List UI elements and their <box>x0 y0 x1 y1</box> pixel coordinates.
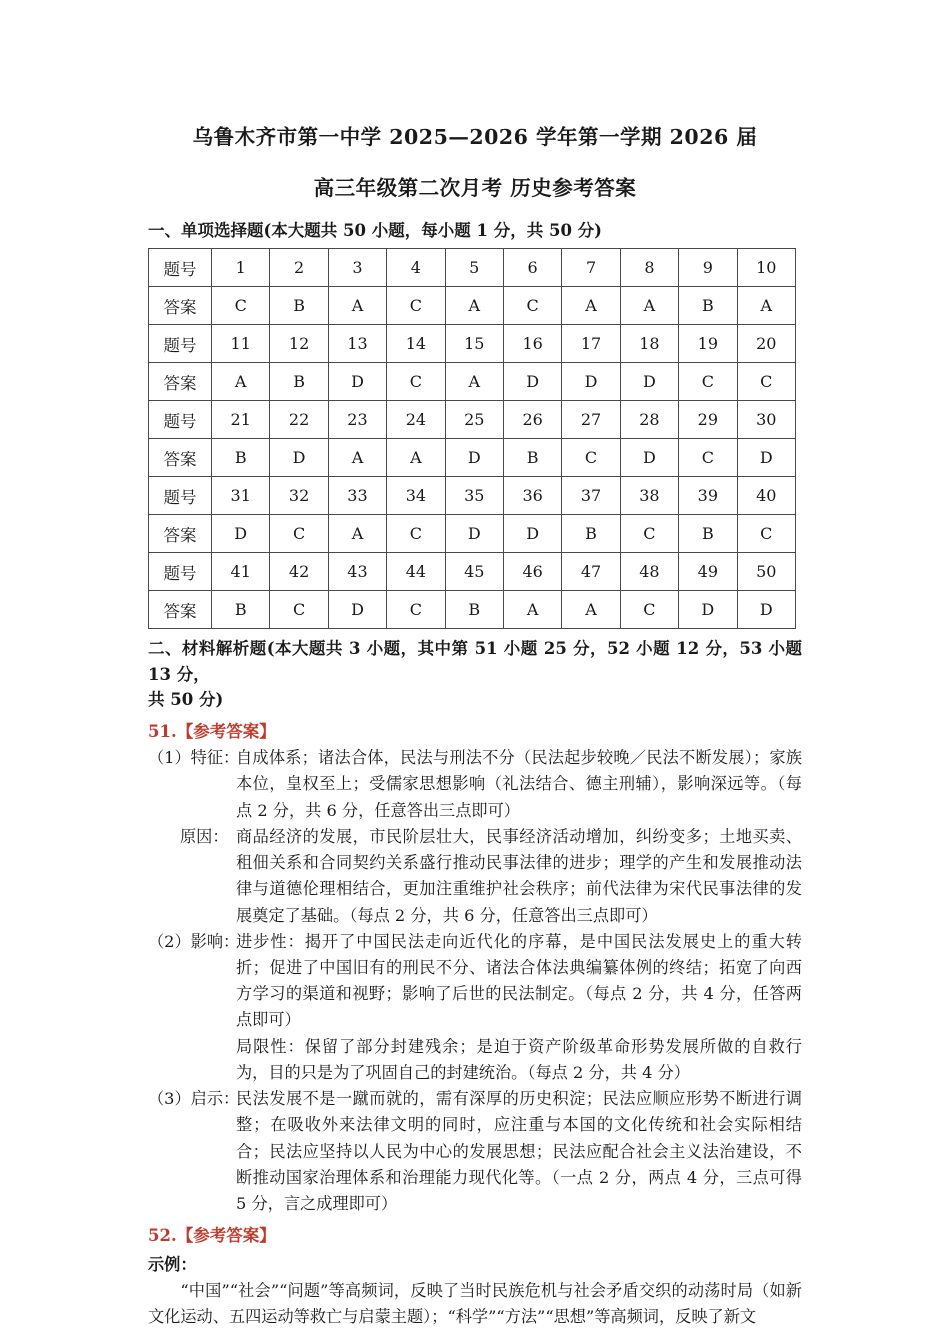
question-number-cell: 19 <box>679 325 737 363</box>
answer-cell: A <box>737 287 795 325</box>
question-number-cell: 7 <box>562 249 620 287</box>
question-number-cell: 17 <box>562 325 620 363</box>
answer-cell: C <box>387 591 445 629</box>
question-number-cell: 2 <box>270 249 328 287</box>
question-51-part-3-label: （3）启示： <box>148 1089 240 1109</box>
question-number-cell: 29 <box>679 401 737 439</box>
question-number-cell: 1 <box>212 249 270 287</box>
question-51-reason-label: 原因： <box>180 826 229 846</box>
question-51-part-3 <box>148 1086 802 1217</box>
row-label-answer: 答案 <box>149 363 212 401</box>
row-label-answer: 答案 <box>149 287 212 325</box>
question-number-cell: 4 <box>387 249 445 287</box>
question-number-cell: 14 <box>387 325 445 363</box>
question-number-cell: 37 <box>562 477 620 515</box>
row-label-answer: 答案 <box>149 591 212 629</box>
answer-cell: B <box>212 439 270 477</box>
table-row <box>149 439 796 477</box>
answer-cell: D <box>270 439 328 477</box>
answer-cell: D <box>328 363 386 401</box>
row-label-question: 题号 <box>149 249 212 287</box>
answer-cell: C <box>679 363 737 401</box>
table-row <box>149 249 796 287</box>
page-title-line-2: 高三年级第二次月考 历史参考答案 <box>313 175 637 200</box>
page-title-line-1: 乌鲁木齐市第一中学 2025—2026 学年第一学期 2026 届 <box>192 125 758 149</box>
answer-cell: C <box>620 591 678 629</box>
table-row <box>149 401 796 439</box>
question-number-cell: 16 <box>503 325 561 363</box>
question-number-cell: 23 <box>328 401 386 439</box>
answer-cell: D <box>737 439 795 477</box>
answer-cell: A <box>328 439 386 477</box>
question-51-part-1-reason <box>148 824 802 929</box>
question-51-limitation-text: 局限性：保留了部分封建残余；是迫于资产阶级革命形势发展所做的自救行为，目的只是为了巩固自己的封建统治。（每点 2 分，共 4 分） <box>236 1036 802 1082</box>
answer-cell: B <box>270 287 328 325</box>
question-number-cell: 41 <box>212 553 270 591</box>
question-number-cell: 48 <box>620 553 678 591</box>
question-number-cell: 50 <box>737 553 795 591</box>
answer-cell: D <box>503 515 561 553</box>
answer-cell: D <box>620 439 678 477</box>
table-row <box>149 287 796 325</box>
question-number-cell: 38 <box>620 477 678 515</box>
question-51-part-1-text: 自成体系；诸法合体，民法与刑法不分（民法起步较晚／民法不断发展）；家族本位，皇权至上；受儒家思想影响（礼法结合、德主刑辅），影响深远等。（每点 2 分，共 6 分，任意答出三点即可） <box>236 748 802 820</box>
answer-cell: D <box>212 515 270 553</box>
table-row <box>149 325 796 363</box>
question-number-cell: 22 <box>270 401 328 439</box>
row-label-question: 题号 <box>149 325 212 363</box>
question-number-cell: 44 <box>387 553 445 591</box>
answer-cell: A <box>328 515 386 553</box>
row-label-question: 题号 <box>149 401 212 439</box>
question-51-part-1 <box>148 745 802 824</box>
question-number-cell: 46 <box>503 553 561 591</box>
answer-cell: C <box>387 287 445 325</box>
section-two-heading-line-1: 二、材料解析题(本大题共 3 小题，其中第 51 小题 25 分，52 小题 12 分，53 小题 13 分， <box>148 639 802 684</box>
question-number-cell: 36 <box>503 477 561 515</box>
question-number-cell: 34 <box>387 477 445 515</box>
answer-cell: A <box>562 591 620 629</box>
answer-cell: C <box>503 287 561 325</box>
answer-cell: B <box>212 591 270 629</box>
answer-cell: D <box>737 591 795 629</box>
answer-cell: A <box>620 287 678 325</box>
question-number-cell: 12 <box>270 325 328 363</box>
question-number-cell: 45 <box>445 553 503 591</box>
question-number-cell: 15 <box>445 325 503 363</box>
answer-cell: B <box>503 439 561 477</box>
question-number-cell: 8 <box>620 249 678 287</box>
question-51-reason-text: 商品经济的发展，市民阶层壮大，民事经济活动增加，纠纷变多；土地买卖、租佃关系和合同契约关系盛行推动民事法律的进步；理学的产生和发展推动法律与道德伦理相结合，更加注重维护社会秩序；前代法律为宋代民事法律的发展奠定了基础。（每点 2 分，共 6 分，任意答出三点即可） <box>236 826 802 925</box>
question-number-cell: 11 <box>212 325 270 363</box>
question-number-cell: 25 <box>445 401 503 439</box>
answer-cell: A <box>212 363 270 401</box>
answer-cell: B <box>679 287 737 325</box>
question-number-cell: 18 <box>620 325 678 363</box>
question-number-cell: 31 <box>212 477 270 515</box>
question-number-cell: 42 <box>270 553 328 591</box>
question-number-cell: 9 <box>679 249 737 287</box>
answer-cell: D <box>562 363 620 401</box>
multiple-choice-answer-table <box>148 248 796 629</box>
answer-cell: C <box>387 363 445 401</box>
page-content <box>148 0 802 1330</box>
table-row <box>149 553 796 591</box>
answer-cell: C <box>270 591 328 629</box>
answer-cell: A <box>562 287 620 325</box>
question-number-cell: 33 <box>328 477 386 515</box>
answer-cell: D <box>445 515 503 553</box>
question-number-cell: 35 <box>445 477 503 515</box>
answer-cell: A <box>387 439 445 477</box>
answer-cell: D <box>328 591 386 629</box>
answer-cell: D <box>503 363 561 401</box>
answer-cell: B <box>562 515 620 553</box>
question-number-cell: 32 <box>270 477 328 515</box>
question-52-answer-marker: 52.【参考答案】 <box>148 1226 276 1246</box>
question-number-cell: 26 <box>503 401 561 439</box>
question-number-cell: 49 <box>679 553 737 591</box>
answer-cell: A <box>328 287 386 325</box>
question-51-part-2-text: 进步性：揭开了中国民法走向近代化的序幕，是中国民法发展史上的重大转折；促进了中国旧有的刑民不分、诸法合体法典编纂体例的终结；拓宽了向西方学习的渠道和视野；影响了后世的民法制定。（每点 2 分，共 4 分，任答两点即可） <box>236 931 802 1030</box>
question-51-part-3-text: 民法发展不是一蹴而就的，需有深厚的历史积淀；民法应顺应形势不断进行调整；在吸收外来法律文明的同时，应注重与本国的文化传统和社会实际相结合；民法应坚持以人民为中心的发展思想；民法应配合社会主义法治建设，不断推动国家治理体系和治理能力现代化等。（一点 2 分，两点 4 分，三点可得 5 分，言之成理即可） <box>236 1089 802 1214</box>
question-number-cell: 43 <box>328 553 386 591</box>
question-51-part-2 <box>148 929 802 1034</box>
question-51-part-1-label: （1）特征： <box>148 748 240 768</box>
question-number-cell: 39 <box>679 477 737 515</box>
answer-cell: B <box>270 363 328 401</box>
question-number-cell: 6 <box>503 249 561 287</box>
answer-cell: A <box>445 287 503 325</box>
answer-cell: D <box>679 591 737 629</box>
table-row <box>149 515 796 553</box>
answer-cell: C <box>387 515 445 553</box>
row-label-question: 题号 <box>149 477 212 515</box>
row-label-answer: 答案 <box>149 439 212 477</box>
answer-cell: A <box>503 591 561 629</box>
question-number-cell: 28 <box>620 401 678 439</box>
question-number-cell: 10 <box>737 249 795 287</box>
answer-cell: C <box>562 439 620 477</box>
question-52-example-label: 示例： <box>148 1254 197 1274</box>
question-number-cell: 40 <box>737 477 795 515</box>
answer-cell: C <box>212 287 270 325</box>
answer-cell: A <box>445 363 503 401</box>
answer-cell: C <box>737 515 795 553</box>
answer-cell: D <box>620 363 678 401</box>
question-number-cell: 3 <box>328 249 386 287</box>
answer-cell: B <box>679 515 737 553</box>
section-two-heading-line-2: 共 50 分) <box>148 690 224 710</box>
answer-cell: D <box>445 439 503 477</box>
answer-cell: B <box>445 591 503 629</box>
question-51-part-2-label: （2）影响： <box>148 931 240 951</box>
section-one-heading: 一、单项选择题(本大题共 50 小题，每小题 1 分，共 50 分) <box>148 220 602 240</box>
table-row <box>149 363 796 401</box>
answer-cell: C <box>679 439 737 477</box>
question-51-answer-marker: 51.【参考答案】 <box>148 721 276 741</box>
answer-table-body <box>149 249 796 629</box>
question-number-cell: 24 <box>387 401 445 439</box>
document-title-block <box>148 0 802 204</box>
row-label-answer: 答案 <box>149 515 212 553</box>
table-row <box>149 591 796 629</box>
question-number-cell: 5 <box>445 249 503 287</box>
question-52-example-text: “中国”“社会”“问题”等高频词，反映了当时民族危机与社会矛盾交织的动荡时局（如新文化运动、五四运动等救亡与启蒙主题）；“科学”“方法”“思想”等高频词，反映了新文 <box>148 1280 802 1327</box>
answer-cell: C <box>620 515 678 553</box>
answer-cell: C <box>737 363 795 401</box>
question-number-cell: 13 <box>328 325 386 363</box>
question-number-cell: 21 <box>212 401 270 439</box>
table-row <box>149 477 796 515</box>
question-number-cell: 20 <box>737 325 795 363</box>
question-number-cell: 27 <box>562 401 620 439</box>
row-label-question: 题号 <box>149 553 212 591</box>
question-number-cell: 47 <box>562 553 620 591</box>
answer-cell: C <box>270 515 328 553</box>
question-number-cell: 30 <box>737 401 795 439</box>
